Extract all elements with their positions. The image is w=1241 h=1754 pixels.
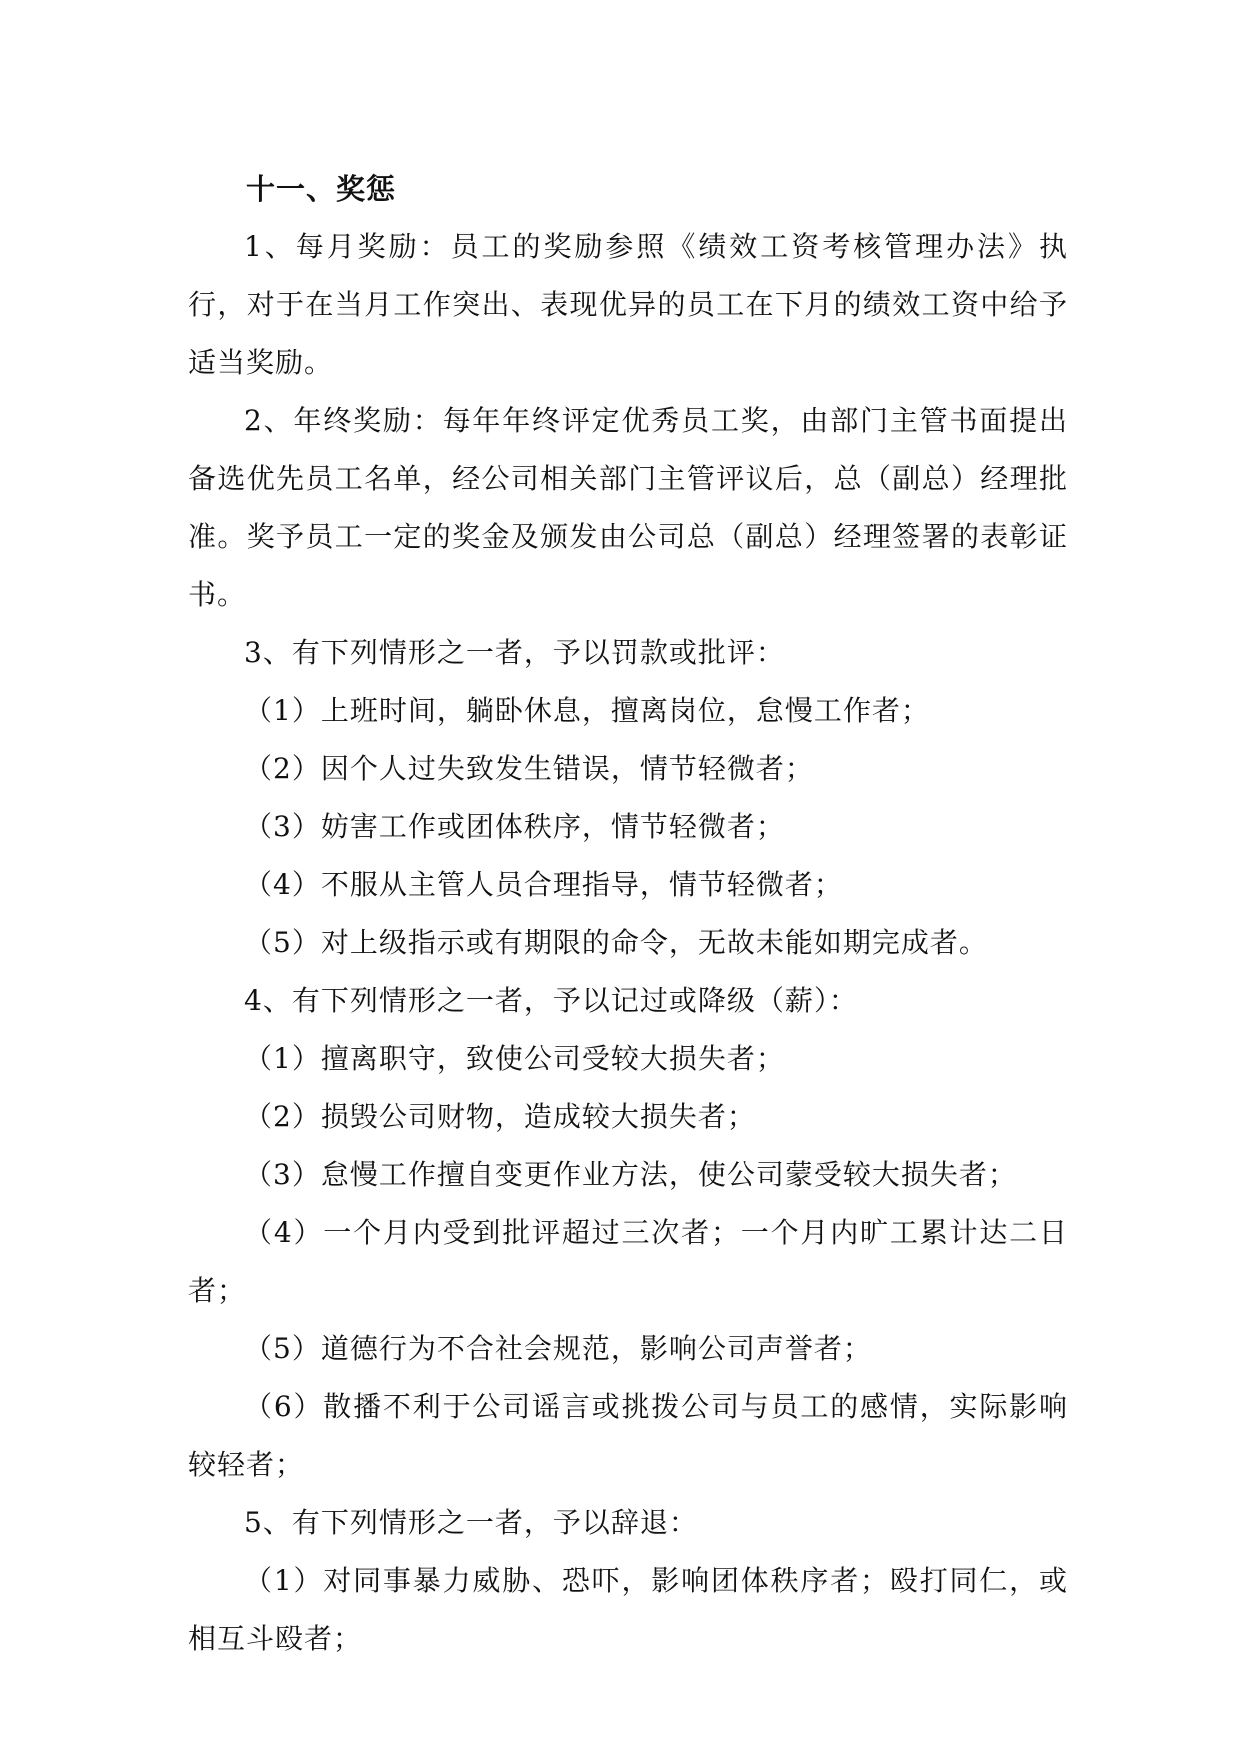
section-title: 十一、奖惩 [246,172,397,206]
paragraph-fine-criticism: 3、有下列情形之一者，予以罚款或批评： [244,636,785,669]
list-item: （1）擅离职守，致使公司受较大损失者； [244,1042,785,1075]
paragraph-dismissal: 5、有下列情形之一者，予以辞退： [244,1506,698,1539]
list-item: （1）对同事暴力威胁、恐吓，影响团体秩序者；殴打同仁，或相互斗殴者； [188,1564,1068,1655]
paragraph-demerit-demotion: 4、有下列情形之一者，予以记过或降级（薪）： [244,984,858,1017]
list-item: （4）不服从主管人员合理指导，情节轻微者； [244,868,843,901]
list-item: （1）上班时间，躺卧休息，擅离岗位，怠慢工作者； [244,694,930,727]
list-item: （3）怠慢工作擅自变更作业方法，使公司蒙受较大损失者； [244,1158,1017,1191]
paragraph-monthly-reward: 1、每月奖励：员工的奖励参照《绩效工资考核管理办法》执行，对于在当月工作突出、表现优异的员工在下月的绩效工资中给予适当奖励。 [188,230,1068,379]
list-item: （5）道德行为不合社会规范，影响公司声誉者； [244,1332,872,1365]
list-item: （4）一个月内受到批评超过三次者；一个月内旷工累计达二日者； [188,1216,1068,1307]
list-item: （2）因个人过失致发生错误，情节轻微者； [244,752,814,785]
list-item: （3）妨害工作或团体秩序，情节轻微者； [244,810,785,843]
list-item: （2）损毁公司财物，造成较大损失者； [244,1100,756,1133]
list-item: （5）对上级指示或有期限的命令，无故未能如期完成者。 [244,926,988,959]
paragraph-annual-reward: 2、年终奖励：每年年终评定优秀员工奖，由部门主管书面提出备选优先员工名单，经公司相关部门主管评议后，总（副总）经理批准。奖予员工一定的奖金及颁发由公司总（副总）经理签署的表彰证书。 [188,404,1068,611]
document-body [188,160,1068,1668]
list-item: （6）散播不利于公司谣言或挑拨公司与员工的感情，实际影响较轻者； [188,1390,1068,1481]
